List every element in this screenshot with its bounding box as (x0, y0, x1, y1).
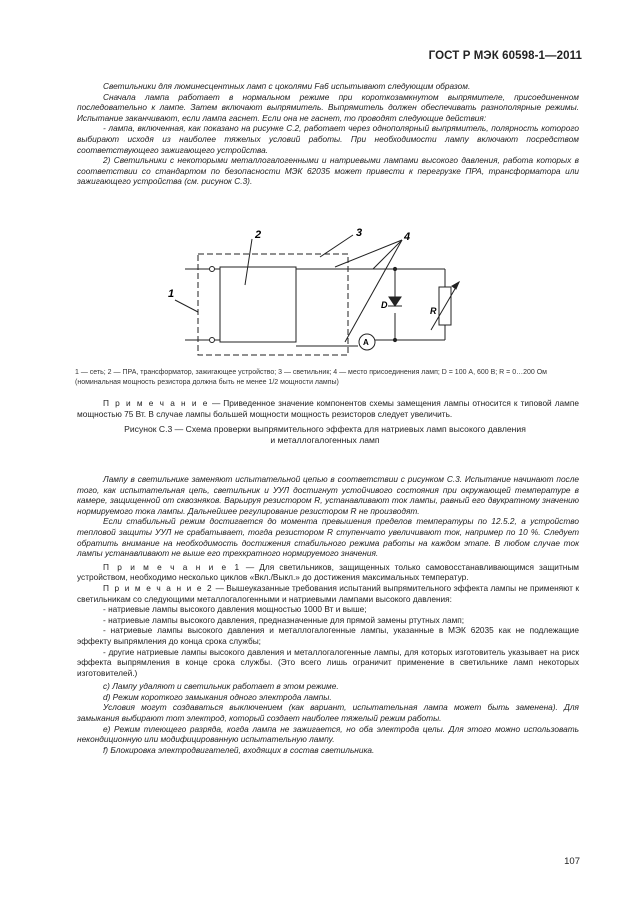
paragraph: 2) Светильники с некоторыми металлогалогенными и натриевыми лампами высокого давления, работа которых в соответствии со стандартом по безопасности МЭК 62035 может привести к перегрузке ПРА, трансформатора или зажигающего устройства (см. рисунок С.3). (77, 155, 579, 187)
list-item: - натриевые лампы высокого давления, предназначенные для прямой замены ртутных ламп; (103, 614, 465, 625)
note-2: П р и м е ч а н и е 2 — Вышеуказанные требования испытаний выпрямительного эффекта лампы не применяют к светильникам со следующими металлогалогенными и натриевыми лампами высокого давления: (77, 582, 579, 604)
figure-note (77, 398, 579, 419)
label-diode: D (381, 300, 388, 310)
caption-line: Рисунок С.3 — Схема проверки выпрямительного эффекта для натриевых ламп высокого давления (124, 424, 526, 434)
note-label: П р и м е ч а н и е (103, 398, 209, 408)
top-text-block (77, 81, 579, 187)
label-resistor: R (430, 306, 437, 316)
list-item: - натриевые лампы высокого давления и металлогалогенные лампы, указанные в МЭК 62035 как не подлежащие эффекту выпрямления до конца срока службы; (77, 625, 579, 646)
item-c: c) Лампу удаляют и светильник работает в этом режиме. (103, 681, 339, 692)
paragraph: Светильники для люминесцентных ламп с цоколями Fa6 испытывают следующим образом. (103, 81, 471, 91)
note-1: П р и м е ч а н и е 1 — Для светильников, защищенных только самовосстанавливающимся защитным устройством, необходимо несколько циклов «Вкл./Выкл.» до достижения максимальных температур. (77, 561, 579, 583)
label-4: 4 (404, 231, 411, 243)
page-number: 107 (564, 856, 580, 867)
diode-symbol (389, 297, 401, 306)
terminal (210, 338, 215, 343)
label-2: 2 (255, 229, 262, 241)
list-item: - другие натриевые лампы высокого давления и металлогалогенные лампы, для которых изготовитель указывает на риск эффекта выпрямления в конце срока службы. (Это всего лишь ограничит применение в светильнике ламп некоторых изготовителей.) (77, 646, 579, 678)
item-e: e) Режим тлеющего разряда, когда лампа не зажигается, но оба электрода целы. Для этого можно использовать некондиционную или модифицированную испытательную лампу. (77, 723, 579, 745)
figure-caption (70, 424, 580, 446)
list-item: - натриевые лампы высокого давления мощностью 1000 Вт и выше; (103, 604, 367, 615)
figure-legend: 1 — сеть; 2 — ПРА, трансформатор, зажигающее устройство; 3 — светильник; 4 — место присоединения ламп; D = 100 А, 600 В; R = 0…200 Ом (номинальная мощность резистора должна быть не менее 1/2 мощности лампы) (75, 369, 547, 386)
document-header: ГОСТ Р МЭК 60598-1—2011 (428, 50, 582, 62)
note-text: — Приведенное значение компонентов схемы замещения лампы относится к типовой лампе мощностью 75 Вт. В случае лампы большей мощности мощность резисторов следует увеличить. (77, 398, 579, 419)
paragraph: Лампу в светильнике заменяют испытательной цепью в соответствии с рисунком С.3. Испытание начинают после того, как испытательная цепь, светильник и УУЛ достигнут устойчивого состояния при окружающей температуре в камере, защищенной от сквозняков. Варьируя резистором R, устанавливают ток лампы, равный его двукратному значению нормируемого тока лампы. Дальнейшее регулирование резистором R не производят. (77, 474, 579, 516)
caption-line: и металлогалогенных ламп (270, 435, 380, 445)
item-d: d) Режим короткого замыкания одного электрода лампы. (103, 691, 332, 702)
terminal (210, 267, 215, 272)
label-3: 3 (356, 227, 363, 239)
paragraph: - лампа, включенная, как показано на рисунке С.2, работает через однополярный выпрямитель, полярность которого выбирают исходя из наиболее тяжелых условий работы. При необходимости лампу включают посредством соответствующего зажигающего устройства. (77, 123, 579, 155)
label-ammeter: A (363, 338, 369, 347)
item-f: f) Блокировка электродвигателей, входящих в состав светильника. (103, 744, 375, 755)
paragraph: Сначала лампа работает в нормальном режиме при короткозамкнутом выпрямителе, присоединенном последовательно к лампе. Затем включают выпрямитель. Выпрямитель должен обеспечивать разнополярные режимы. Испытание заканчивают, если лампа гаснет. Если она не гаснет, то проводят следующие действия: (77, 91, 579, 123)
circuit-diagram (160, 222, 480, 367)
label-1: 1 (168, 288, 175, 300)
main-text-block (77, 474, 579, 755)
paragraph: Если стабильный режим достигается до момента превышения пределов температуры по 12.5.2, а устройство тепловой защиты УУЛ не срабатывает, тогда резистором R ступенчато увеличивают ток, например по 10 %. Следует обратить внимание на необходимость достижения стабильного режима работы на каждом этапе. В любом случае ток лампы устанавливают не выше его трехкратного нормируемого значения. (77, 516, 579, 559)
ballast-box (220, 267, 296, 342)
item-d-detail: Условия могут создаваться выключением (как вариант, испытательная лампа может быть заменена). Для замыкания выбирают тот электрод, который создает наиболее тяжелый режим работы. (77, 702, 579, 724)
